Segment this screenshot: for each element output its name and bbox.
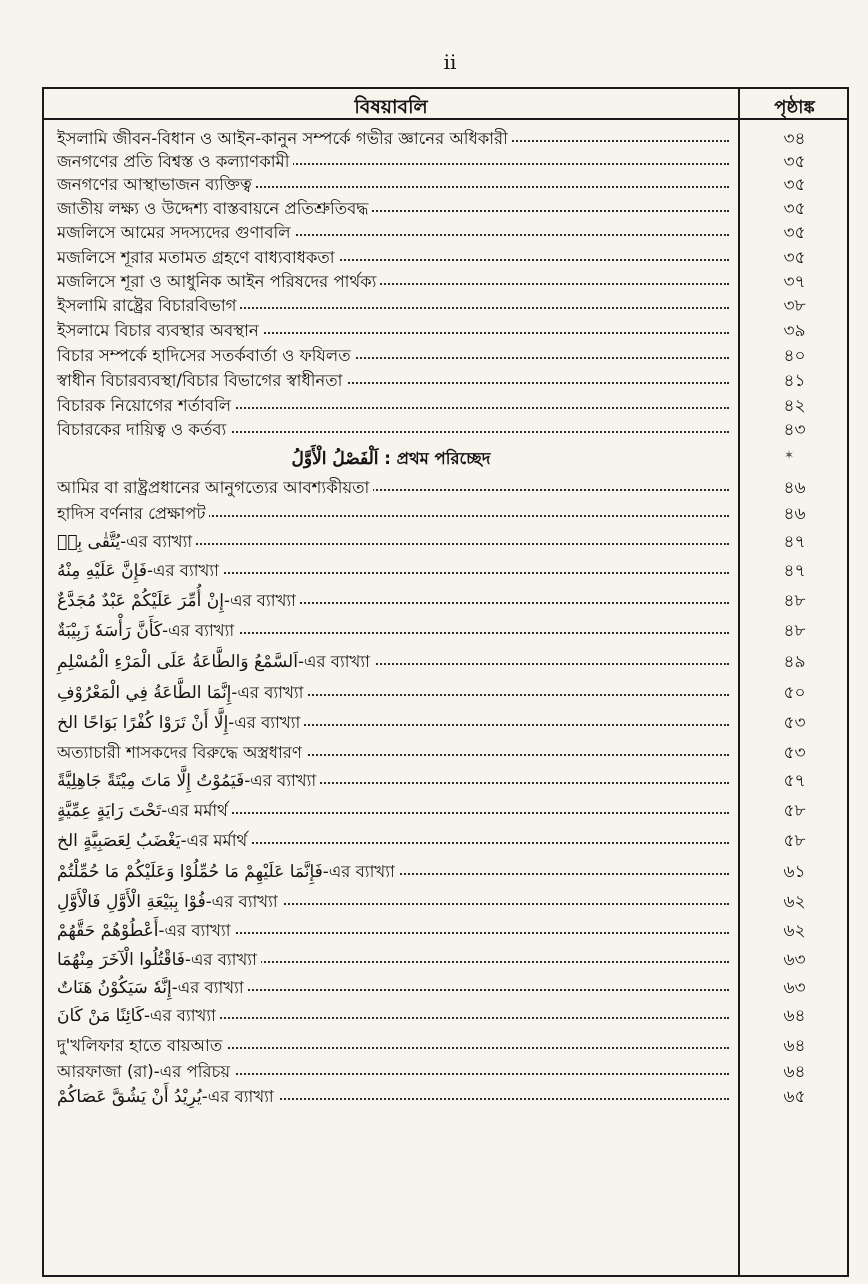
entry-text: বিচারক নিয়োগের শর্তাবলি <box>57 396 232 415</box>
arabic-phrase: يُتَّقٰى بِهٖ <box>57 532 121 552</box>
arabic-phrase: إِلَّا أَنْ تَرَوْا كُفْرًا بَوَاحًا الخ <box>57 713 229 733</box>
table-row <box>44 585 847 611</box>
entry-title <box>57 368 346 395</box>
page-reference: ৬৪ <box>783 1036 806 1056</box>
entry-text: -এর ব্যাখ্যা <box>146 561 219 580</box>
table-row <box>44 615 847 641</box>
entry-title <box>57 501 209 528</box>
page-reference: ৩৮ <box>783 296 806 316</box>
page-reference: ৪৯ <box>783 652 806 672</box>
arabic-phrase: فُوْا بِبَيْعَةِ الْأَوَّلِ فَالْأَوَّلِ <box>57 892 206 912</box>
table-row <box>44 472 847 498</box>
entry-title <box>57 393 235 420</box>
arabic-phrase: يُرِيْدُ أَنْ يَشُقَّ عَصَاكُمْ <box>57 1087 202 1107</box>
table-row <box>44 414 847 440</box>
entry-title <box>57 680 307 707</box>
page-reference: ৪০ <box>783 346 806 366</box>
page-reference: ৩৭ <box>783 272 806 292</box>
arabic-phrase: تَحْتَ رَايَةٍ عِمِّيَّةٍ <box>57 801 162 821</box>
entry-title <box>57 293 240 320</box>
entry-text: -এর ব্যাখ্যা <box>201 1087 274 1106</box>
table-row <box>44 526 847 552</box>
table-row <box>44 944 847 970</box>
table-row <box>44 266 847 292</box>
entry-title <box>57 588 300 615</box>
entry-text: -এর ব্যাখ্যা <box>231 683 304 702</box>
entry-title <box>57 975 248 1002</box>
page-reference: ৬৩ <box>783 950 806 970</box>
entry-title <box>57 558 223 585</box>
table-row <box>44 315 847 341</box>
page-column-heading: পৃষ্ঠাঙ্ক <box>774 97 815 118</box>
entry-title <box>57 1033 226 1060</box>
page-reference: ৫০ <box>783 683 806 703</box>
contents-heading: বিষয়াবলি <box>354 96 428 118</box>
page-reference: ৩৯ <box>783 321 806 341</box>
entry-text: দু'খলিফার হাতে বায়আত <box>57 1036 223 1055</box>
entry-title <box>57 529 196 556</box>
table-row <box>44 1081 847 1107</box>
page-reference: ৪৩ <box>783 420 806 440</box>
page-reference: ৬২ <box>783 892 806 912</box>
entry-text: -এর ব্যাখ্যা <box>143 1006 216 1025</box>
contents-table <box>42 87 849 1277</box>
entry-text: অত্যাচারী শাসকদের বিরুদ্ধে অস্ত্রধারণ <box>57 743 302 762</box>
table-row <box>44 390 847 416</box>
page-reference: ৬৫ <box>783 1087 806 1107</box>
table-row <box>44 1030 847 1056</box>
entry-text: স্বাধীন বিচারব্যবস্থা/বিচার বিভাগের স্বাধীনতা <box>57 371 343 390</box>
entry-text: : প্রথম পরিচ্ছেদ <box>378 449 491 468</box>
page-reference: ৩৫ <box>783 248 806 268</box>
table-header <box>44 89 847 120</box>
page-reference: ৬১ <box>783 862 806 882</box>
chapter-heading-row <box>44 443 847 469</box>
arabic-phrase: فَإِنَّمَا عَلَيْهِمْ مَا حُمِّلُوْا وَعَلَيْكُمْ مَا حُمِّلْتُمْ <box>57 862 323 882</box>
entry-title <box>57 859 399 886</box>
entry-title <box>57 417 230 444</box>
entry-text: -এর ব্যাখ্যা <box>223 591 296 610</box>
table-row <box>44 365 847 391</box>
page-number: ii <box>443 50 457 74</box>
arabic-phrase: إِنَّمَا الطَّاعَةُ فِي الْمَعْرُوْفِ <box>57 683 232 703</box>
page-reference: ৩৫ <box>783 152 806 172</box>
page-reference: ৬২ <box>783 921 806 941</box>
entry-title <box>57 245 339 272</box>
entry-text: জাতীয় লক্ষ্য ও উদ্দেশ্য বাস্তবায়নে প্রতিশ্রুতিবদ্ধ <box>57 199 369 218</box>
page-reference: ৬৪ <box>783 1062 806 1082</box>
arabic-phrase: أَعْطُوْهُمْ حَقَّهُمْ <box>57 921 159 941</box>
page-reference: ৩৫ <box>783 175 806 195</box>
page-reference: ৪৮ <box>783 591 806 611</box>
entry-text: -এর ব্যাখ্যা <box>322 862 395 881</box>
arabic-phrase: فَيَمُوْتُ إِلَّا مَاتَ مِيْتَةً جَاهِلِيَّةً <box>57 771 245 791</box>
page-reference: ৬৩ <box>783 978 806 998</box>
page-reference: ৫৭ <box>783 771 806 791</box>
arabic-phrase: يَغْضَبُ لِعَصَبِيَّةٍ الخ <box>57 831 181 851</box>
entry-text: মজলিসে আমের সদস্যদের গুণাবলি <box>57 223 291 242</box>
entry-text: মজলিসে শূরার মতামত গ্রহণে বাধ্যবাধকতা <box>57 248 335 267</box>
table-row <box>44 555 847 581</box>
table-row <box>44 972 847 998</box>
entry-text: ইসলামে বিচার ব্যবস্থার অবস্থান <box>57 321 259 340</box>
table-row <box>44 242 847 268</box>
page-reference: ৪৬ <box>783 504 806 524</box>
entry-title <box>57 475 373 502</box>
table-row <box>44 169 847 195</box>
entry-text: -এর মর্মার্থ <box>180 831 248 850</box>
table-row <box>44 856 847 882</box>
page-reference: ৪৮ <box>783 621 806 641</box>
arabic-phrase: فَاقْتُلُوا الْآخَرَ مِنْهُمَا <box>57 950 185 970</box>
entry-title <box>57 710 304 737</box>
entry-text: -এর ব্যাখ্যা <box>297 652 370 671</box>
entry-text: ইসলামি জীবন-বিধান ও আইন-কানুন সম্পর্কে গভীর জ্ঞানের অধিকারী <box>57 129 508 148</box>
entry-title <box>57 889 282 916</box>
entry-title <box>57 1084 278 1111</box>
entry-text: বিচারকের দায়িত্ব ও কর্তব্য <box>57 420 227 439</box>
entry-text: -এর ব্যাখ্যা <box>184 950 257 969</box>
table-row <box>44 193 847 219</box>
entry-text: জনগণের আস্থাভাজন ব্যক্তিত্ব <box>57 175 252 194</box>
page-reference: ৪৬ <box>783 478 806 498</box>
table-row <box>44 707 847 733</box>
page-reference: ৪১ <box>783 371 806 391</box>
table-row <box>44 795 847 821</box>
entry-text: -এর ব্যাখ্যা <box>228 713 301 732</box>
arabic-phrase: اَلسَّمْعُ وَالطَّاعَةُ عَلَى الْمَرْءِ الْمُسْلِمِ <box>57 652 298 672</box>
page-reference: ৫৮ <box>783 831 806 851</box>
entry-title <box>57 172 256 199</box>
page-reference: ৩৪ <box>783 129 806 149</box>
table-row <box>44 1000 847 1026</box>
entry-title <box>57 918 235 945</box>
entry-title <box>57 196 372 223</box>
entry-text: -এর মর্মার্থ <box>161 801 228 820</box>
entry-text: -এর ব্যাখ্যা <box>244 771 317 790</box>
entry-title <box>57 768 320 795</box>
page-reference: ৫৩ <box>783 743 806 763</box>
table-row <box>44 915 847 941</box>
entry-title <box>57 269 380 296</box>
page-reference: ৪৭ <box>783 561 806 581</box>
entry-title <box>57 740 306 767</box>
table-row <box>44 886 847 912</box>
page-reference: ৩৫ <box>783 199 806 219</box>
arabic-phrase: إِنَّهٗ سَيَكُوْنُ هَنَاتٌ <box>57 978 172 998</box>
page-reference: ৩৫ <box>783 223 806 243</box>
entry-text: আমির বা রাষ্ট্রপ্রধানের আনুগত্যের আবশ্যকীয়তা <box>57 478 370 497</box>
entry-title <box>57 1003 220 1030</box>
page-reference: ৫৮ <box>783 801 806 821</box>
page-reference: ৬৪ <box>783 1006 806 1026</box>
page-reference: ৪২ <box>783 396 806 416</box>
table-row <box>44 646 847 672</box>
table-row <box>44 737 847 763</box>
arabic-phrase: فَإِنَّ عَلَيْهِ مِنْهُ <box>57 561 147 581</box>
entry-title <box>57 649 374 676</box>
table-row <box>44 825 847 851</box>
entry-text: আরফাজা (রা)-এর পরিচয় <box>57 1062 231 1081</box>
arabic-phrase: إِنْ أُمِّرَ عَلَيْكُمْ عَبْدٌ مُجَدَّعٌ <box>57 591 224 611</box>
arabic-phrase: كَائِنًا مَنْ كَانَ <box>57 1006 144 1026</box>
entry-text: -এর ব্যাখ্যা <box>205 892 278 911</box>
entry-title <box>57 828 251 855</box>
ornament-mark: ✶ <box>784 448 795 462</box>
entry-title <box>57 798 232 825</box>
entry-text: জনগণের প্রতি বিশ্বস্ত ও কল্যাণকামী <box>57 152 290 171</box>
entry-text: -এর ব্যাখ্যা <box>162 621 235 640</box>
entry-title <box>57 318 263 345</box>
table-row <box>44 498 847 524</box>
entry-text: -এর ব্যাখ্যা <box>171 978 244 997</box>
entry-text: -এর ব্যাখ্যা <box>158 921 231 940</box>
entry-text: -এর ব্যাখ্যা <box>120 532 193 551</box>
entry-title <box>57 220 295 247</box>
page-reference: ৪৭ <box>783 532 806 552</box>
arabic-phrase: اَلْفَصْلُ الْأَوَّلُ <box>291 449 379 469</box>
entry-text: ইসলামি রাষ্ট্রের বিচারবিভাগ <box>57 296 237 315</box>
table-row <box>44 677 847 703</box>
entry-title <box>57 947 261 974</box>
entry-title <box>44 446 738 473</box>
table-row <box>44 290 847 316</box>
entry-text: হাদিস বর্ণনার প্রেক্ষাপট <box>57 504 206 523</box>
entry-title <box>57 1059 234 1086</box>
entry-title <box>57 618 238 645</box>
table-row <box>44 1056 847 1082</box>
table-row <box>44 765 847 791</box>
table-row <box>44 217 847 243</box>
table-row <box>44 340 847 366</box>
entry-text: মজলিসে শূরা ও আধুনিক আইন পরিষদের পার্থক্য <box>57 272 377 291</box>
entry-text: বিচার সম্পর্কে হাদিসের সতর্কবার্তা ও ফযিলত <box>57 346 351 365</box>
page-reference: ৫৩ <box>783 713 806 733</box>
arabic-phrase: كَأَنَّ رَأْسَهٗ زَبِيْبَةٌ <box>57 621 163 641</box>
entry-title <box>57 343 355 370</box>
